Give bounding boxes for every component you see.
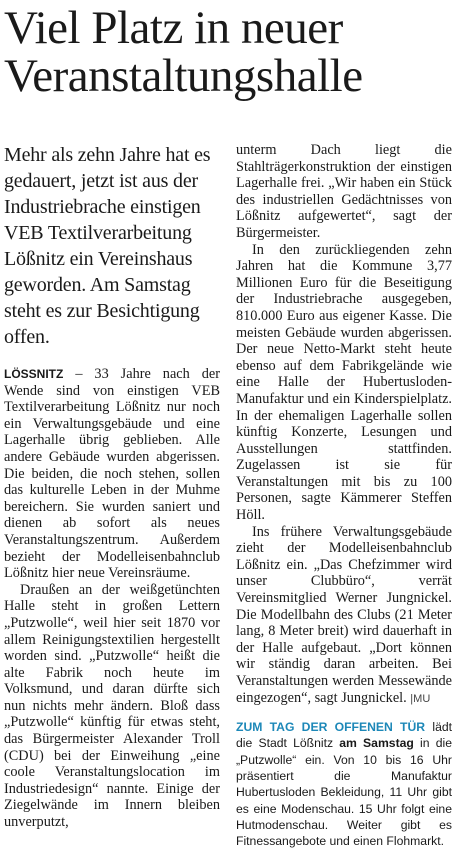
article-body-right: [236, 142, 452, 707]
article-column-right: [236, 142, 452, 850]
info-box: [236, 719, 452, 849]
paragraph-3: unterm Dach liegt die Stahlträgerkonstruktion der einstigen Lagerhalle frei. „Wir haben ein Stück des industriellen Gedächtnisses von Lößnitz aufgewertet“, sagt der Bürgermeister.: [236, 142, 452, 241]
teaser: Mehr als zehn Jahre hat es gedauert, jetzt ist aus der Industriebrache einstigen VEB Textilverarbeitung Lößnitz ein Vereinshaus geworden. Am Samstag steht es zur Besichtigung offen.: [4, 144, 211, 348]
author-signature: |MU: [410, 692, 431, 705]
headline: Viel Platz in neuer Veranstaltungshalle: [4, 2, 363, 102]
dateline: LÖSSNITZ: [4, 367, 64, 381]
article-column-left: [4, 142, 220, 831]
info-kicker: ZUM TAG DER OFFENEN TÜR: [236, 720, 426, 735]
article-body-left: [4, 366, 220, 831]
info-text-a: lädt die Stadt Lößnitz: [236, 720, 453, 751]
paragraph-4: In den zurückliegenden zehn Jahren hat die Kommune 3,77 Millionen Euro für die Beseitigung der Industriebrache ausgegeben, 810.000 Euro aus eigener Kasse. Die meisten Gebäude wurden abgerissen. Der neue Netto-Markt steht heute ebenso auf dem Fabrikgelände wie eine Halle der Hubertusloden-Manufaktur und ein Kinderspielplatz. In der ehemaligen Lagerhalle sollen künftig Konzerte, Lesungen und Ausstellungen stattfinden. Zugelassen ist sie für Veranstaltungen mit bis zu 100 Personen, sagte Kämmerer Steffen Höll.: [236, 241, 452, 524]
info-text-b: in die „Putzwolle“ ein. Von 10 bis 16 Uhr präsentiert die Manufaktur Hubertusloden Bekleidung, 11 Uhr gibt es eine Modenschau. 15 Uhr folgt eine Hutmodenschau. Weiter gibt es Fitnessangebote und einen Flohmarkt.: [236, 736, 452, 849]
paragraph-5: [236, 524, 452, 708]
info-bold: am Samstag: [339, 736, 414, 751]
paragraph-1-text: – 33 Jahre nach der Wende sind von einstigen VEB Textilverarbeitung Lößnitz nur noch ein Verwaltungsgebäude und eine Lagerhalle übrig geblieben. Alle andere Gebäude wurden abgerissen. Die beiden, die noch stehen, sollen das kulturelle Leben in der Muhme bereichern. Sie wurden saniert und dienen ab sofort als neues Veranstaltungszentrum. Außerdem bezieht der Modelleisenbahnclub Lößnitz hier neue Vereinsräume.: [4, 366, 220, 582]
paragraph-1: [4, 366, 220, 582]
paragraph-2: Draußen an der weißgetünchten Halle steht in großen Lettern „Putzwolle“, weil hier seit 1870 vor allem Reinigungstextilien hergestellt worden sind. „Putzwolle“ heißt die alte Fabrik noch heute im Volksmund, und daran dürfte sich nun nichts mehr ändern. Bloß dass „Putzwolle“ künftig für etwas steht, das Bürgermeister Alexander Troll (CDU) bei der Einweihung „eine coole Veranstaltungslocation im Industriedesign“ nannte. Einige der Ziegelwände im Innern bleiben unverputzt,: [4, 581, 220, 831]
paragraph-5-text: Ins frühere Verwaltungsgebäude zieht der Modelleisenbahnclub Lößnitz ein. „Das Chefzimmer wird unser Clubbüro“, verrät Vereinsmitglied Werner Jungnickel. Die Modellbahn des Clubs (21 Meter lang, 8 Meter breit) wird dauerhaft in der Halle aufgebaut. „Dort können wir ständig daran arbeiten. Bei Veranstaltungen werden Messewände eingezogen“, sagt Jungnickel.: [236, 523, 452, 706]
